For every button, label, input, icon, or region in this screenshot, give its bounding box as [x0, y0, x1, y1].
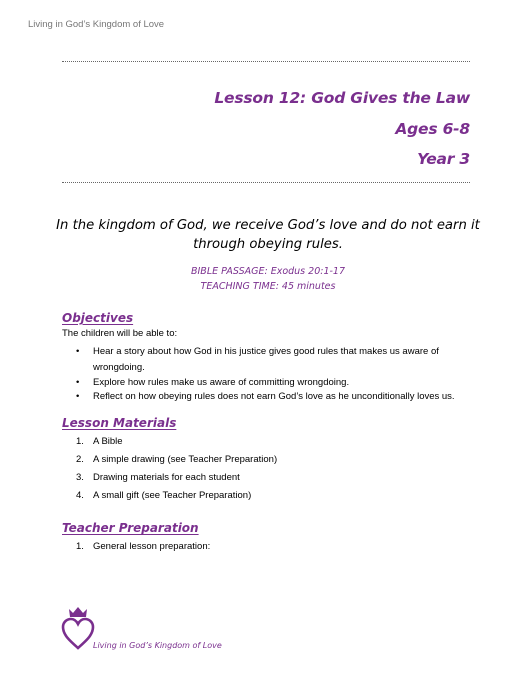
- bullet-icon: •: [76, 391, 80, 402]
- objective-text: Explore how rules make us aware of committing wrongdoing.: [93, 377, 350, 388]
- objectives-intro: The children will be able to:: [62, 328, 178, 339]
- list-item: [76, 434, 473, 450]
- teaching-time: TEACHING TIME: 45 minutes: [200, 281, 336, 292]
- material-text: A Bible: [93, 436, 123, 447]
- objectives-heading: Objectives: [62, 311, 134, 325]
- item-number: 1.: [76, 541, 84, 552]
- list-item: [76, 488, 473, 504]
- list-item: [76, 344, 473, 375]
- bullet-icon: •: [76, 377, 80, 388]
- top-divider: [62, 61, 470, 62]
- preparation-heading: Teacher Preparation: [62, 521, 199, 535]
- material-text: Drawing materials for each student: [93, 472, 240, 483]
- item-number: 3.: [76, 472, 84, 483]
- footer-title: Living in God’s Kingdom of Love: [93, 641, 222, 650]
- crown-heart-logo-icon: [60, 606, 96, 652]
- year-label: Year 3: [417, 150, 470, 168]
- title-divider: [62, 182, 470, 183]
- objective-text: Reflect on how obeying rules does not earn God’s love as he unconditionally loves us.: [93, 391, 455, 402]
- list-item: [76, 452, 473, 468]
- list-item: [76, 470, 473, 486]
- item-number: 1.: [76, 436, 84, 447]
- item-number: 4.: [76, 490, 84, 501]
- bullet-icon: •: [76, 346, 80, 357]
- running-header: Living in God’s Kingdom of Love: [28, 19, 165, 30]
- item-number: 2.: [76, 454, 84, 465]
- objective-text: Hear a story about how God in his justice gives good rules that makes us aware of wrongdoing.: [93, 346, 439, 373]
- age-range: Ages 6-8: [395, 120, 470, 138]
- material-text: A small gift (see Teacher Preparation): [93, 490, 252, 501]
- lesson-tagline: In the kingdom of God, we receive God’s love and do not earn it through obeying rules.: [56, 218, 480, 252]
- materials-heading: Lesson Materials: [62, 416, 177, 430]
- list-item: [76, 389, 473, 405]
- bible-passage: BIBLE PASSAGE: Exodus 20:1-17: [190, 266, 346, 277]
- preparation-text: General lesson preparation:: [93, 541, 211, 552]
- list-item: [76, 539, 473, 555]
- material-text: A simple drawing (see Teacher Preparation): [93, 454, 278, 465]
- lesson-title: Lesson 12: God Gives the Law: [214, 89, 470, 107]
